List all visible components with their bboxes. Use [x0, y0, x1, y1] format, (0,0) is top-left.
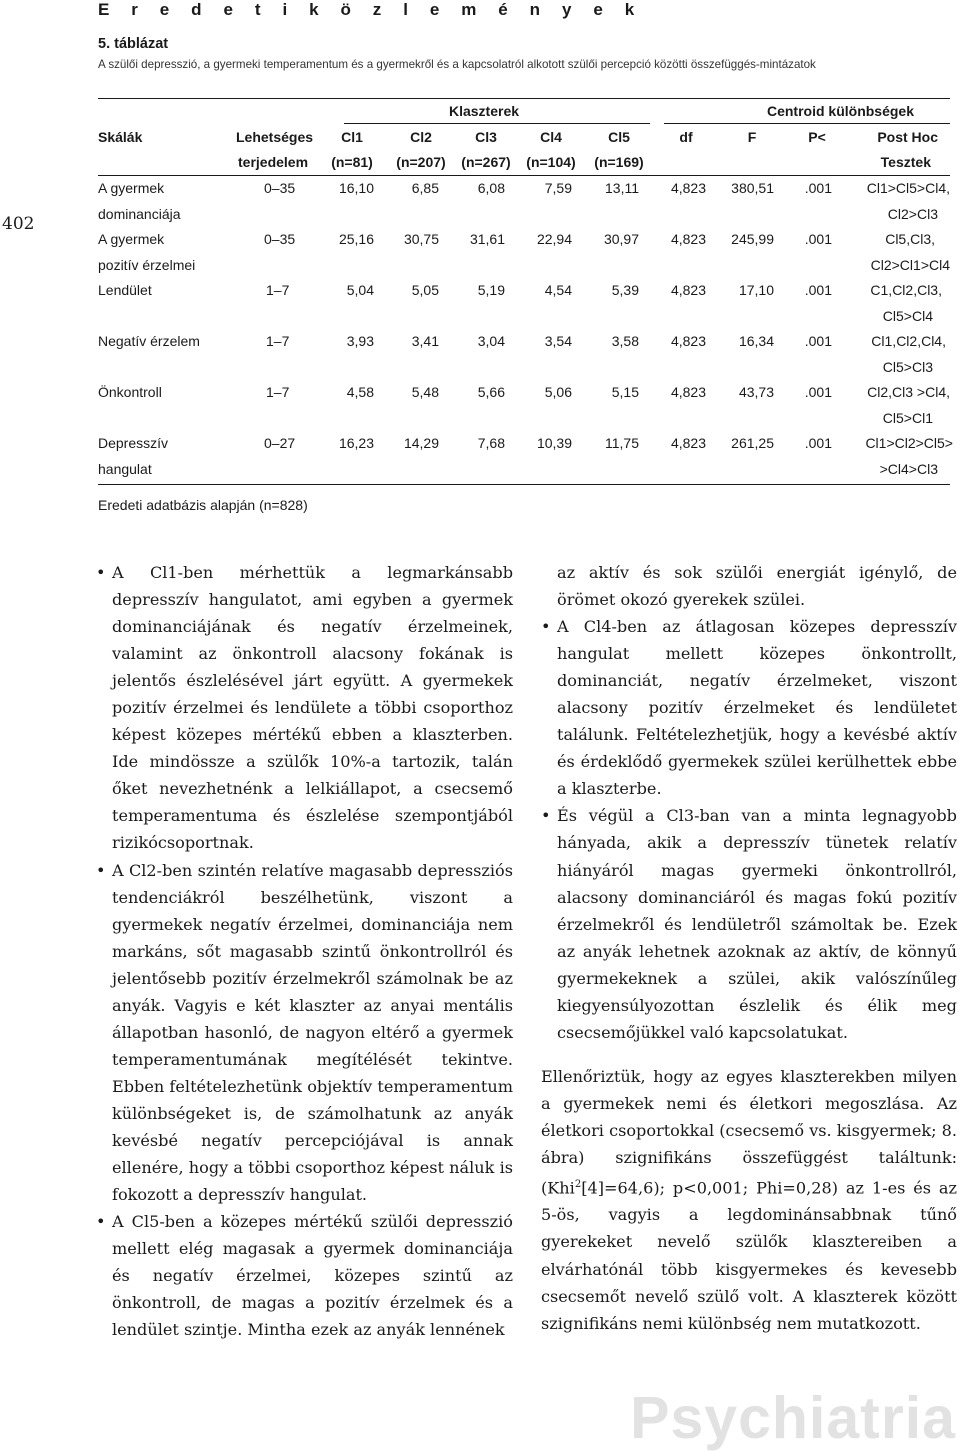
p-cell: .001 [804, 333, 832, 349]
cl1-cell: 4,58 [346, 384, 374, 400]
superscript: 2 [574, 1179, 582, 1191]
centroid-group-rule [664, 123, 950, 124]
header-posthoc: Post Hoc [877, 129, 938, 145]
bullet-icon: • [96, 860, 106, 880]
results-paragraph [541, 1063, 957, 1337]
cl2-cell: 30,75 [403, 231, 439, 247]
posthoc-cell-continued: >Cl4>Cl3 [879, 461, 938, 477]
row-label: Negatív érzelem [98, 333, 200, 349]
cl5-cell: 13,11 [605, 180, 639, 196]
cl2-cell: 6,85 [411, 180, 439, 196]
row-label-continued: dominanciája [98, 206, 181, 222]
cl3-cell: 6,08 [477, 180, 505, 196]
bullet-text: A Cl5-ben a közepes mértékű szülői depresszió mellett elég magasak a gyermek dominanciája és negatív érzelmei, közepes szintű az önkontroll, de magas a pozitív érzelmek és a lendület szintje. Mintha ezek az anyák lennének [112, 1212, 513, 1340]
header-cl5-n: (n=169) [594, 154, 644, 170]
bullet-icon: • [541, 617, 551, 637]
p-cell: .001 [804, 180, 832, 196]
header-cl2: Cl2 [410, 129, 432, 145]
cl5-cell: 3,58 [611, 333, 639, 349]
cl5-cell: 11,75 [605, 435, 639, 451]
df-cell: 4,823 [670, 282, 706, 298]
header-range: Lehetséges [236, 129, 314, 145]
range-cell: 0–35 [264, 180, 296, 196]
cl3-cell: 31,61 [469, 231, 505, 247]
posthoc-cell-continued: Cl2>Cl3 [887, 206, 938, 222]
header-scale: Skálák [98, 129, 143, 145]
posthoc-cell-continued: Cl5>Cl4 [882, 308, 933, 324]
header-cl4: Cl4 [540, 129, 562, 145]
page-number: 402 [2, 214, 35, 234]
bullet-text: És végül a Cl3-ban van a minta legnagyobb hányada, akik a depresszív tünetek relatív hiányáról magas gyermeki önkontrollról, alacsony dominanciáról és magas fokú pozitív érzelmekről és lendületről számoltak be. Ezek az anyák lehetnek azoknak az aktív, de könnyű gyermekeknek a szülei, akik valószínűleg kiegyensúlyozottan észlelik és élik meg csecsemőjükkel való kapcsolatukat. [557, 806, 957, 1042]
bullet-text: A Cl2-ben szintén relatíve magasabb depressziós tendenciákról beszélhetünk, viszont a gyermekek negatív érzelmei, dominanciája nem markáns, sőt magasabb szintű önkontrollról és jelentősebb pozitív érzelmekről számolnak be az anyák. Vagyis e két klaszter az anyai mentális állapotban hasonló, de nagyon eltérő a gyermek temperamentumának megítélését tekintve. Ebben feltételezhetünk objektív temperamentum különbségeket is, de számolhatunk az anyák kevésbé negatív percepciójával is annak ellenére, hogy a többi csoporthoz képest náluk is fokozott a depresszív hangulat. [112, 860, 513, 1205]
row-label: Depresszív [98, 435, 169, 451]
cl4-cell: 3,54 [544, 333, 572, 349]
list-item [541, 802, 957, 1045]
bullet-text: A Cl1-ben mérhettük a legmarkánsabb depresszív hangulatot, ami egyben a gyermek dominanciájának és negatív érzelmeinek, valamint az önkontroll alacsony fokának is jelentős észlelésével járt együtt. A gyermekek pozitív érzelmei és lendülete a többi csoporthoz képest közepes mértékű ebben a klaszterben. Ide mindössze a szülők 10%-a tartozik, talán őket nevezhetnénk a lelkiállapot, a csecsemő temperamentuma és észlelése szempontjából rizikócsoportnak. [112, 563, 513, 853]
range-cell: 1–7 [266, 333, 290, 349]
p-cell: .001 [804, 282, 832, 298]
cl1-cell: 16,23 [338, 435, 374, 451]
range-cell: 1–7 [266, 384, 290, 400]
row-label-continued: pozitív érzelmei [98, 257, 196, 273]
cl5-cell: 5,15 [611, 384, 639, 400]
list-item [96, 559, 513, 857]
table-source-note: Eredeti adatbázis alapján (n=828) [98, 497, 308, 513]
posthoc-cell-continued: Cl5>Cl1 [882, 410, 933, 426]
cl1-cell: 25,16 [338, 231, 374, 247]
header-df: df [679, 129, 693, 145]
df-cell: 4,823 [670, 180, 706, 196]
f-cell: 380,51 [731, 180, 774, 196]
cl5-cell: 5,39 [611, 282, 639, 298]
f-cell: 17,10 [738, 282, 774, 298]
cl2-cell: 5,05 [411, 282, 439, 298]
posthoc-cell: C1,Cl2,Cl3, [870, 282, 942, 298]
table-title: 5. táblázat [98, 36, 169, 52]
header-cl1: Cl1 [341, 129, 363, 145]
p-cell: .001 [804, 384, 832, 400]
df-cell: 4,823 [670, 333, 706, 349]
p-cell: .001 [804, 435, 832, 451]
cl1-cell: 3,93 [346, 333, 374, 349]
f-cell: 245,99 [731, 231, 774, 247]
paragraph-text-continued: [4]=64,6); p<0,001; Phi=0,28) az 1-es és az 5-ös, vagyis a legdominánsabbnak tűnő gyerekeket nevelő szülők klasztereiben a elvárhatónál több kisgyermekes és kevesebb csecsemőt nevelő szülő volt. A klaszterek között szignifikáns nemi különbség nem mutatkozott. [541, 1178, 957, 1333]
header-clusters: Klaszterek [448, 103, 520, 119]
cl4-cell: 7,59 [544, 180, 572, 196]
cl4-cell: 22,94 [536, 231, 572, 247]
cl4-cell: 10,39 [536, 435, 572, 451]
df-cell: 4,823 [670, 384, 706, 400]
header-p: P< [808, 129, 826, 145]
posthoc-cell: Cl1>Cl5>Cl4, [866, 180, 950, 196]
section-header: E r e d e t i k ö z l e m é n y e k [98, 0, 643, 19]
p-cell: .001 [804, 231, 832, 247]
table-bottom-rule [98, 484, 950, 485]
df-cell: 4,823 [670, 435, 706, 451]
cl2-cell: 5,48 [411, 384, 439, 400]
posthoc-cell-continued: Cl2>Cl1>Cl4 [870, 257, 950, 273]
cl4-cell: 4,54 [544, 282, 572, 298]
header-cl3-n: (n=267) [461, 154, 511, 170]
posthoc-cell: Cl1>Cl2>Cl5> [865, 435, 953, 451]
f-cell: 261,25 [731, 435, 774, 451]
cl5-cell: 30,97 [603, 231, 639, 247]
range-cell: 0–35 [264, 231, 296, 247]
header-centroid: Centroid különbségek [766, 103, 914, 119]
list-item [541, 613, 957, 802]
journal-watermark: Psychiatria [630, 1385, 956, 1451]
list-item [96, 857, 513, 1209]
row-label-continued: hangulat [98, 461, 152, 477]
table-top-rule [98, 98, 950, 99]
posthoc-cell: Cl1,Cl2,Cl4, [871, 333, 946, 349]
list-item [96, 1208, 513, 1343]
cl2-cell: 14,29 [403, 435, 439, 451]
header-cl1-n: (n=81) [331, 154, 373, 170]
row-label: Önkontroll [98, 384, 162, 400]
header-cl2-n: (n=207) [396, 154, 446, 170]
cl2-cell: 3,41 [411, 333, 439, 349]
posthoc-cell-continued: Cl5>Cl3 [882, 359, 933, 375]
posthoc-cell: Cl2,Cl3 >Cl4, [867, 384, 950, 400]
cl3-cell: 7,68 [477, 435, 505, 451]
table-caption: A szülői depresszió, a gyermeki temperamentum és a gyermekről és a kapcsolatról alkotott szülői percepció közötti összefüggés-mintázatok [98, 58, 816, 71]
bullet-icon: • [541, 806, 551, 826]
row-label: Lendület [98, 282, 152, 298]
clusters-group-rule [344, 123, 650, 124]
bullet-text: A Cl4-ben az átlagosan közepes depresszív hangulat mellett közepes önkontrollt, dominanciát, negatív érzelmeket, viszont alacsony pozitív érzelmeket és lendületet találunk. Feltételezhetjük, hogy a kevésbé aktív és érdeklődő gyermekek szülei kerülhettek ebbe a klaszterbe. [557, 617, 957, 799]
f-cell: 16,34 [738, 333, 774, 349]
body-right-column [541, 559, 957, 1337]
cl4-cell: 5,06 [544, 384, 572, 400]
header-f: F [747, 129, 757, 145]
range-cell: 0–27 [264, 435, 296, 451]
paragraph-text: Ellenőriztük, hogy az egyes klaszterekben milyen a gyermekek nemi és életkori megoszlása. Az életkori csoportokkal (csecsemő vs. kisgyermek; 8. ábra) szignifikáns összefüggést találtunk: (Khi [541, 1066, 957, 1198]
header-cl5: Cl5 [608, 129, 630, 145]
header-cl4-n: (n=104) [526, 154, 576, 170]
range-cell: 1–7 [266, 282, 290, 298]
cl3-cell: 5,19 [477, 282, 505, 298]
bullet-continuation: az aktív és sok szülői energiát igénylő, de örömet okozó gyerekek szülei. [557, 563, 957, 610]
header-cl3: Cl3 [475, 129, 497, 145]
cl1-cell: 5,04 [346, 282, 374, 298]
header-bottom-rule [98, 175, 950, 176]
header-range-2: terjedelem [238, 154, 309, 170]
posthoc-cell: Cl5,Cl3, [885, 231, 935, 247]
cl3-cell: 5,66 [477, 384, 505, 400]
row-label: A gyermek [98, 180, 165, 196]
header-posthoc-2: Tesztek [880, 154, 931, 170]
df-cell: 4,823 [670, 231, 706, 247]
cl1-cell: 16,10 [338, 180, 374, 196]
row-label: A gyermek [98, 231, 165, 247]
f-cell: 43,73 [738, 384, 774, 400]
cl3-cell: 3,04 [477, 333, 505, 349]
body-left-column [96, 559, 513, 1343]
bullet-icon: • [96, 563, 106, 582]
bullet-icon: • [96, 1212, 106, 1232]
